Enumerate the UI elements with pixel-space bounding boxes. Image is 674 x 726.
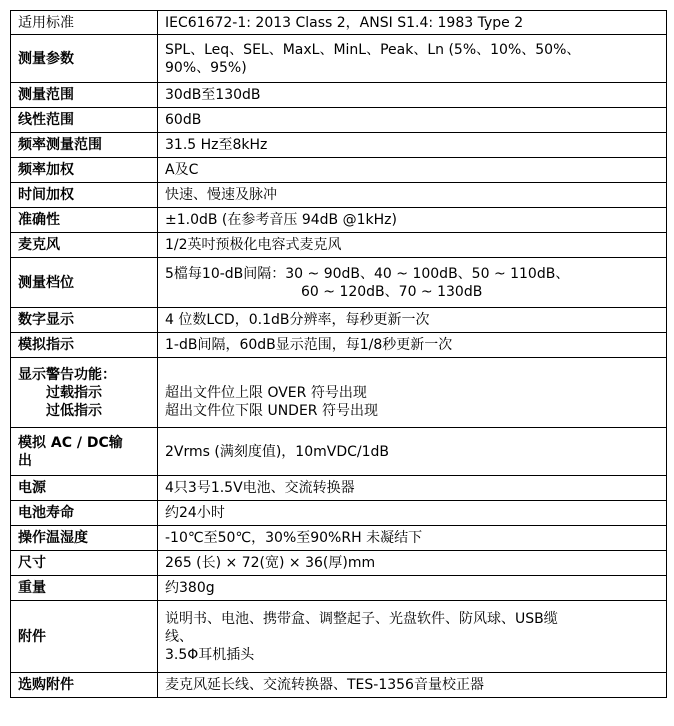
table-row	[11, 158, 667, 183]
table-row	[11, 35, 667, 83]
row-value-parameters	[158, 35, 667, 83]
warning-title: 显示警告功能：	[18, 366, 116, 383]
row-key-digital-display: 数字显示	[11, 308, 158, 333]
spec-table	[10, 10, 667, 698]
row-key-linear-range: 线性范围	[11, 108, 158, 133]
row-key-frequency-range: 频率测量范围	[11, 133, 158, 158]
row-value-range: 30dB至130dB	[158, 83, 667, 108]
row-value-analog-output: 2Vrms (满刻度值)，10mVDC/1dB	[158, 428, 667, 476]
row-key-range: 测量范围	[11, 83, 158, 108]
row-key-optional-accessories: 选购附件	[11, 673, 158, 698]
row-value-weight: 约380g	[158, 576, 667, 601]
table-row	[11, 258, 667, 308]
row-value-linear-range: 60dB	[158, 108, 667, 133]
row-value-accuracy: ±1.0dB (在参考音压 94dB @1kHz)	[158, 208, 667, 233]
table-row	[11, 308, 667, 333]
row-key-accessories: 附件	[11, 601, 158, 673]
table-row	[11, 11, 667, 35]
row-key-dimensions: 尺寸	[11, 551, 158, 576]
row-value-time-weighting: 快速、慢速及脉冲	[158, 183, 667, 208]
row-key-standard: 适用标准	[11, 11, 158, 35]
row-value-measure-ranges	[158, 258, 667, 308]
row-value-frequency-weighting: A及C	[158, 158, 667, 183]
row-value-microphone: 1/2英吋预极化电容式麦克风	[158, 233, 667, 258]
row-key-accuracy: 准确性	[11, 208, 158, 233]
row-value-warning	[158, 358, 667, 428]
table-row	[11, 333, 667, 358]
table-row	[11, 133, 667, 158]
value-line: 说明书、电池、携带盒、调整起子、光盘软件、防风球、USB缆	[165, 610, 558, 627]
row-value-accessories	[158, 601, 667, 673]
row-key-analog-indicator: 模拟指示	[11, 333, 158, 358]
row-key-microphone: 麦克风	[11, 233, 158, 258]
table-row	[11, 501, 667, 526]
row-value-optional-accessories: 麦克风延长线、交流转换器、TES-1356音量校正器	[158, 673, 667, 698]
value-line: 线、	[165, 628, 193, 645]
key-line: 模拟 AC / DC输	[18, 434, 123, 451]
value-line: SPL、Leq、SEL、MaxL、MinL、Peak、Ln (5%、10%、50%、	[165, 41, 581, 58]
table-row	[11, 428, 667, 476]
row-value-dimensions: 265 (长) × 72(宽) × 36(厚)mm	[158, 551, 667, 576]
row-key-analog-output	[11, 428, 158, 476]
row-key-time-weighting: 时间加权	[11, 183, 158, 208]
table-row	[11, 576, 667, 601]
row-key-weight: 重量	[11, 576, 158, 601]
value-line: 5檔每10-dB间隔：30 ~ 90dB、40 ~ 100dB、50 ~ 110dB、	[165, 265, 570, 282]
warning-sub-key-under: 过低指示	[46, 402, 102, 419]
row-value-frequency-range: 31.5 Hz至8kHz	[158, 133, 667, 158]
table-row	[11, 601, 667, 673]
value-line: 60 ~ 120dB、70 ~ 130dB	[301, 283, 483, 300]
table-row	[11, 83, 667, 108]
row-value-battery-life: 约24小时	[158, 501, 667, 526]
row-key-operating-conditions: 操作温湿度	[11, 526, 158, 551]
table-row	[11, 233, 667, 258]
warning-sub-value-under: 超出文件位下限 UNDER 符号出现	[165, 402, 378, 419]
value-line: 3.5Φ耳机插头	[165, 646, 255, 663]
table-row	[11, 358, 667, 428]
row-key-warning	[11, 358, 158, 428]
row-key-parameters: 测量参数	[11, 35, 158, 83]
row-value-power: 4只3号1.5V电池、交流转换器	[158, 476, 667, 501]
row-key-measure-ranges: 测量档位	[11, 258, 158, 308]
row-key-frequency-weighting: 频率加权	[11, 158, 158, 183]
table-row	[11, 551, 667, 576]
row-value-analog-indicator: 1-dB间隔，60dB显示范围，每1/8秒更新一次	[158, 333, 667, 358]
row-value-standard: IEC61672-1: 2013 Class 2，ANSI S1.4: 1983 Type 2	[158, 11, 667, 35]
warning-sub-value-over: 超出文件位上限 OVER 符号出现	[165, 384, 367, 401]
table-row	[11, 673, 667, 698]
table-row	[11, 476, 667, 501]
row-value-digital-display: 4 位数LCD，0.1dB分辨率，每秒更新一次	[158, 308, 667, 333]
warning-sub-key-over: 过载指示	[46, 384, 102, 401]
value-line: 90%、95%)	[165, 59, 247, 76]
table-row	[11, 183, 667, 208]
table-row	[11, 108, 667, 133]
row-key-battery-life: 电池寿命	[11, 501, 158, 526]
table-row	[11, 208, 667, 233]
key-line: 出	[18, 452, 32, 469]
spec-sheet	[10, 10, 667, 698]
table-row	[11, 526, 667, 551]
row-value-operating-conditions: -10℃至50℃，30%至90%RH 未凝结下	[158, 526, 667, 551]
row-key-power: 电源	[11, 476, 158, 501]
